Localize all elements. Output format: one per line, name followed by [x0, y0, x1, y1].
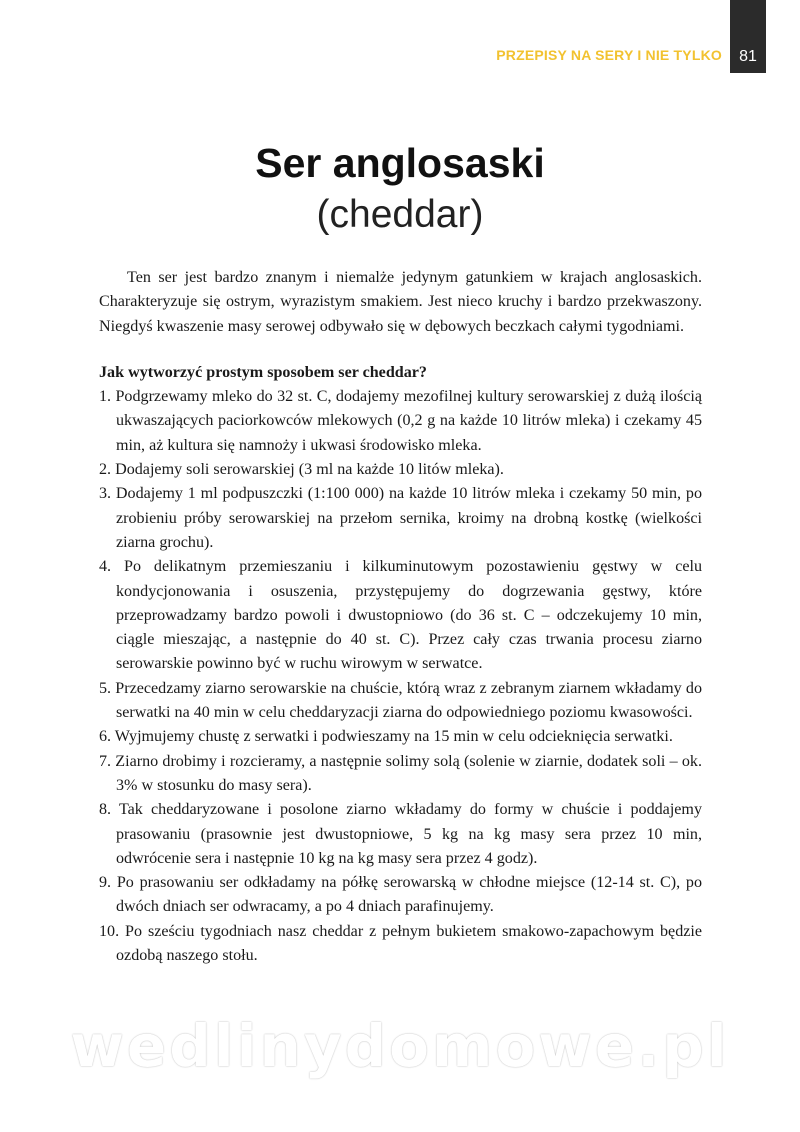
- step-item: 2. Dodajemy soli serowarskiej (3 ml na każde 10 litów mleka).: [99, 461, 504, 479]
- step-item: 8. Tak cheddaryzowane i posolone ziarno wkładamy do formy w chuście i poddajemy prasowaniu (prasownie jest dwustopniowe, 5 kg na kg masy sera przez 10 min, odwrócenie sera i następnie 10 kg na kg masy sera przez 4 godz).: [99, 801, 702, 867]
- steps-list: [99, 385, 702, 968]
- watermark: wedlinydomowe.pl: [70, 1012, 730, 1080]
- step-item: 9. Po prasowaniu ser odkładamy na półkę serowarską w chłodne miejsce (12-14 st. C), po dwóch dniach ser odwracamy, a po 4 dniach parafinujemy.: [99, 874, 702, 916]
- step-item: 10. Po sześciu tygodniach nasz cheddar z pełnym bukietem smakowo-zapachowym będzie ozdobą naszego stołu.: [99, 922, 702, 965]
- method-heading: Jak wytworzyć prostym sposobem ser cheddar?: [99, 363, 427, 381]
- running-header: PRZEPISY NA SERY I NIE TYLKO: [496, 47, 722, 63]
- recipe-subtitle: (cheddar): [316, 193, 484, 236]
- page-number: 81: [739, 48, 757, 65]
- intro-paragraph: Ten ser jest bardzo znanym i niemalże jedynym gatunkiem w krajach anglosaskich. Charakteryzuje się ostrym, wyrazistym smakiem. Jest nieco kruchy i bardzo przekwaszony. Niegdyś kwaszenie masy serowej odbywało się w dębowych beczkach całymi tygodniami.: [99, 269, 702, 335]
- step-item: 1. Podgrzewamy mleko do 32 st. C, dodajemy mezofilnej kultury serowarskiej z dużą ilością ukwaszających paciorkowców mlekowych (0,2 g na każde 10 litrów mleka) i czekamy 45 min, aż kultura się namnoży i ukwasi środowisko mleka.: [99, 388, 702, 454]
- step-item: 3. Dodajemy 1 ml podpuszczki (1:100 000) na każde 10 litrów mleka i czekamy 50 min, po zrobieniu próby serowarskiej na przełom sernika, kroimy na drobną kostkę (wielkości ziarna grochu).: [99, 485, 702, 551]
- step-item: 5. Przecedzamy ziarno serowarskie na chuście, którą wraz z zebranym ziarnem wkładamy do serwatki na 40 min w celu cheddaryzacji ziarna do odpowiedniego poziomu kwasowości.: [99, 679, 702, 722]
- recipe-title: Ser anglosaski: [255, 140, 545, 186]
- step-item: 6. Wyjmujemy chustę z serwatki i podwieszamy na 15 min w celu odcieknięcia serwatki.: [99, 728, 673, 746]
- page-number-tab: [730, 0, 766, 73]
- step-item: 4. Po delikatnym przemieszaniu i kilkuminutowym pozostawieniu gęstwy w celu kondycjonowania i osuszenia, przystępujemy do dogrzewania gęstwy, które przeprowadzamy bardzo powoli i dwustopniowo (do 36 st. C – odczekujemy 10 min, ciągle mieszając, a następnie do 40 st. C). Przez cały czas trwania procesu ziarno serowarskie powinno być w ruchu wirowym w serwatce.: [99, 558, 702, 673]
- recipe-body: [99, 266, 702, 968]
- step-item: 7. Ziarno drobimy i rozcieramy, a następnie solimy solą (solenie w ziarnie, dodatek soli – ok. 3% w stosunku do masy sera).: [99, 752, 702, 794]
